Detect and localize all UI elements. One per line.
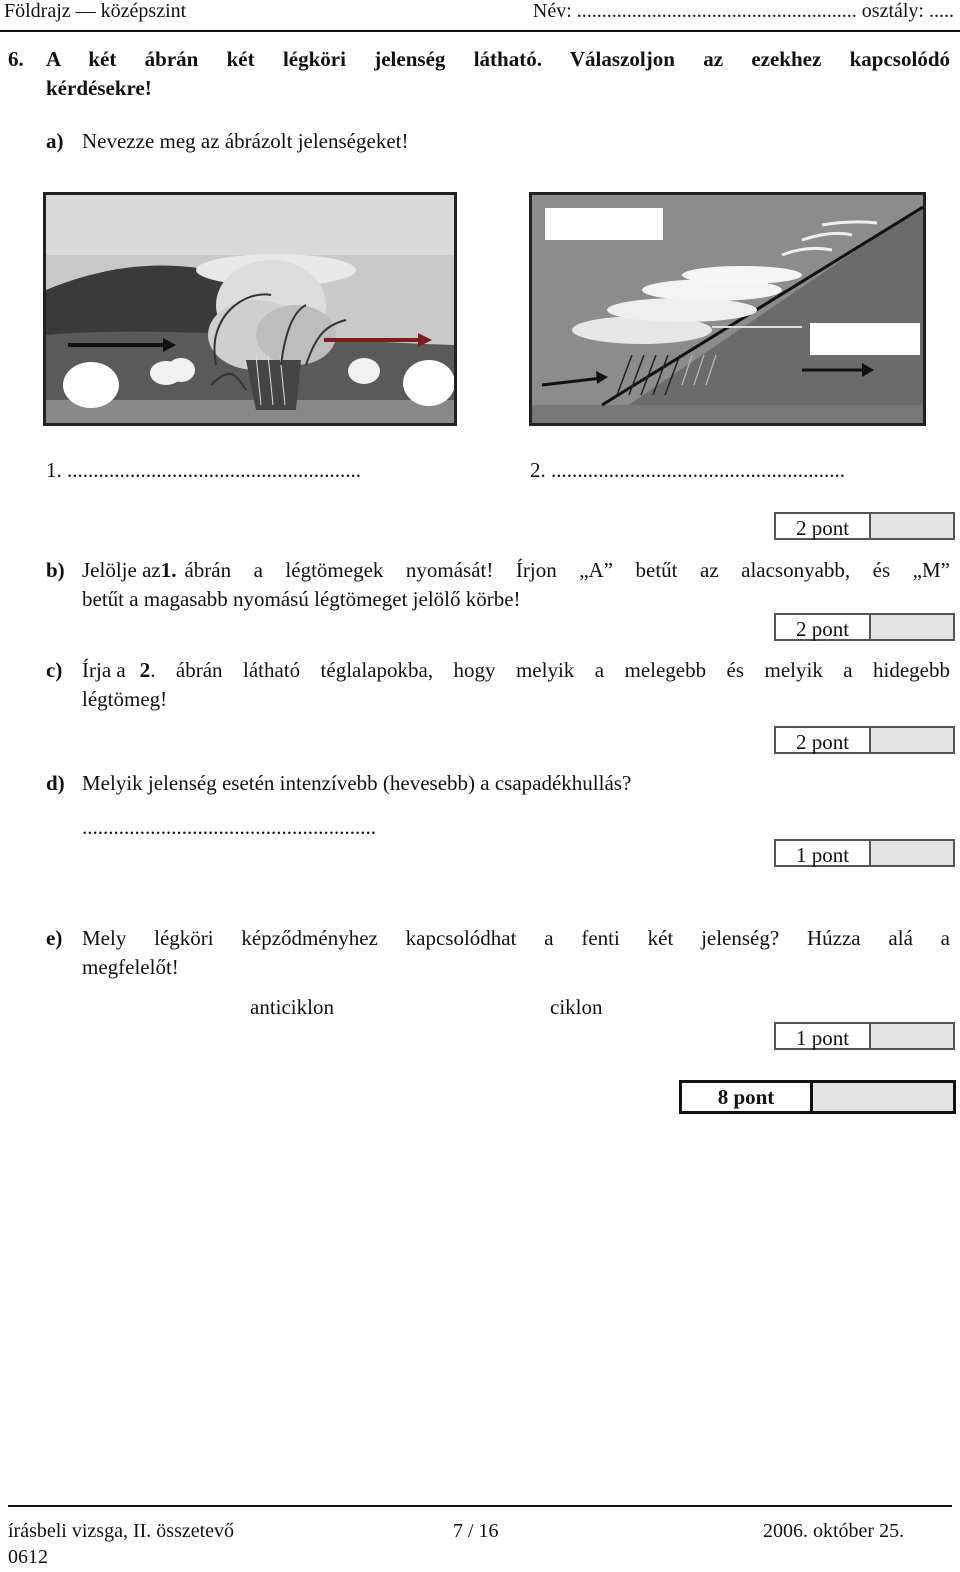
total-points-box [679, 1080, 956, 1114]
footer-date: 2006. október 25. [763, 1520, 905, 1542]
part-d-text: Melyik jelenség esetén intenzívebb (hevesebb) a csapadékhullás? [82, 771, 632, 795]
part-d-letter: d) [46, 771, 65, 795]
footer-page-number: 7 / 16 [453, 1520, 499, 1542]
points-box-a [774, 512, 955, 540]
points-label: 2 pont [776, 514, 871, 538]
part-c-line1 [82, 656, 950, 685]
points-box-c [774, 726, 955, 754]
figure-2-warm-front [529, 192, 926, 426]
points-score-field[interactable] [871, 728, 953, 752]
question-title-line2: kérdésekre! [46, 76, 152, 100]
part-b-letter: b) [46, 558, 65, 582]
header-divider [0, 30, 960, 32]
points-label: 1 pont [776, 841, 871, 865]
footer-divider [8, 1505, 952, 1507]
part-a-letter: a) [46, 129, 64, 153]
question-title-line1: A két ábrán két légköri jelenség látható. Válaszoljon az ezekhez kapcsolódó [46, 47, 950, 71]
part-b-line1-pre: Jelölje az [82, 558, 161, 582]
points-box-e [774, 1022, 955, 1050]
points-box-d [774, 839, 955, 867]
points-box-b [774, 613, 955, 641]
part-b-line2: betűt a magasabb nyomású légtömeget jelölő körbe! [82, 587, 521, 611]
part-c-line1-pre: Írja a [82, 658, 126, 682]
part-e-letter: e) [46, 926, 63, 950]
part-c-line1-bold: 2 [139, 658, 151, 682]
header-name-class: Név: ........................................................ osztály: ..... [532, 0, 954, 22]
part-c-line2: légtömeg! [82, 687, 168, 711]
footer-exam-type: írásbeli vizsga, II. összetevő [8, 1520, 235, 1542]
part-b-line1 [82, 556, 950, 585]
air-mass-box-left [545, 208, 663, 240]
option-anticiklon[interactable]: anticiklon [250, 995, 334, 1019]
part-e-line1: Mely légköri képződményhez kapcsolódhat a fenti két jelenség? Húzza alá a [82, 926, 950, 950]
points-score-field[interactable] [871, 841, 953, 865]
total-score-field[interactable] [813, 1083, 953, 1111]
footer-code: 0612 [8, 1546, 48, 1568]
option-ciklon[interactable]: ciklon [550, 995, 603, 1019]
header-subject: Földrajz — középszint [4, 0, 187, 22]
figure-1-thunderstorm [43, 192, 457, 426]
answer-line-d[interactable]: ........................................................ [82, 815, 376, 839]
part-b-line1-bold: 1. [160, 558, 177, 582]
figure-2-illustration [532, 195, 923, 423]
points-label: 2 pont [776, 728, 871, 752]
points-score-field[interactable] [871, 615, 953, 639]
total-points-label: 8 pont [682, 1083, 813, 1111]
answer-line-1[interactable]: 1. ........................................................ [46, 458, 361, 482]
part-b-line1-post: ábrán a légtömegek nyomását! Írjon „A” betűt az alacsonyabb, és „M” [184, 558, 950, 582]
points-score-field[interactable] [871, 514, 953, 538]
points-label: 1 pont [776, 1024, 871, 1048]
figure-1-illustration [46, 195, 454, 423]
part-c-letter: c) [46, 658, 63, 682]
answer-line-2[interactable]: 2. ........................................................ [530, 458, 845, 482]
part-e-line2: megfelelőt! [82, 955, 179, 979]
points-label: 2 pont [776, 615, 871, 639]
air-mass-box-right [810, 323, 920, 355]
part-c-line1-post: . ábrán látható téglalapokba, hogy melyik a melegebb és melyik a hidegebb [150, 658, 950, 682]
points-score-field[interactable] [871, 1024, 953, 1048]
question-number: 6. [8, 47, 24, 71]
part-a-text: Nevezze meg az ábrázolt jelenségeket! [82, 129, 409, 153]
